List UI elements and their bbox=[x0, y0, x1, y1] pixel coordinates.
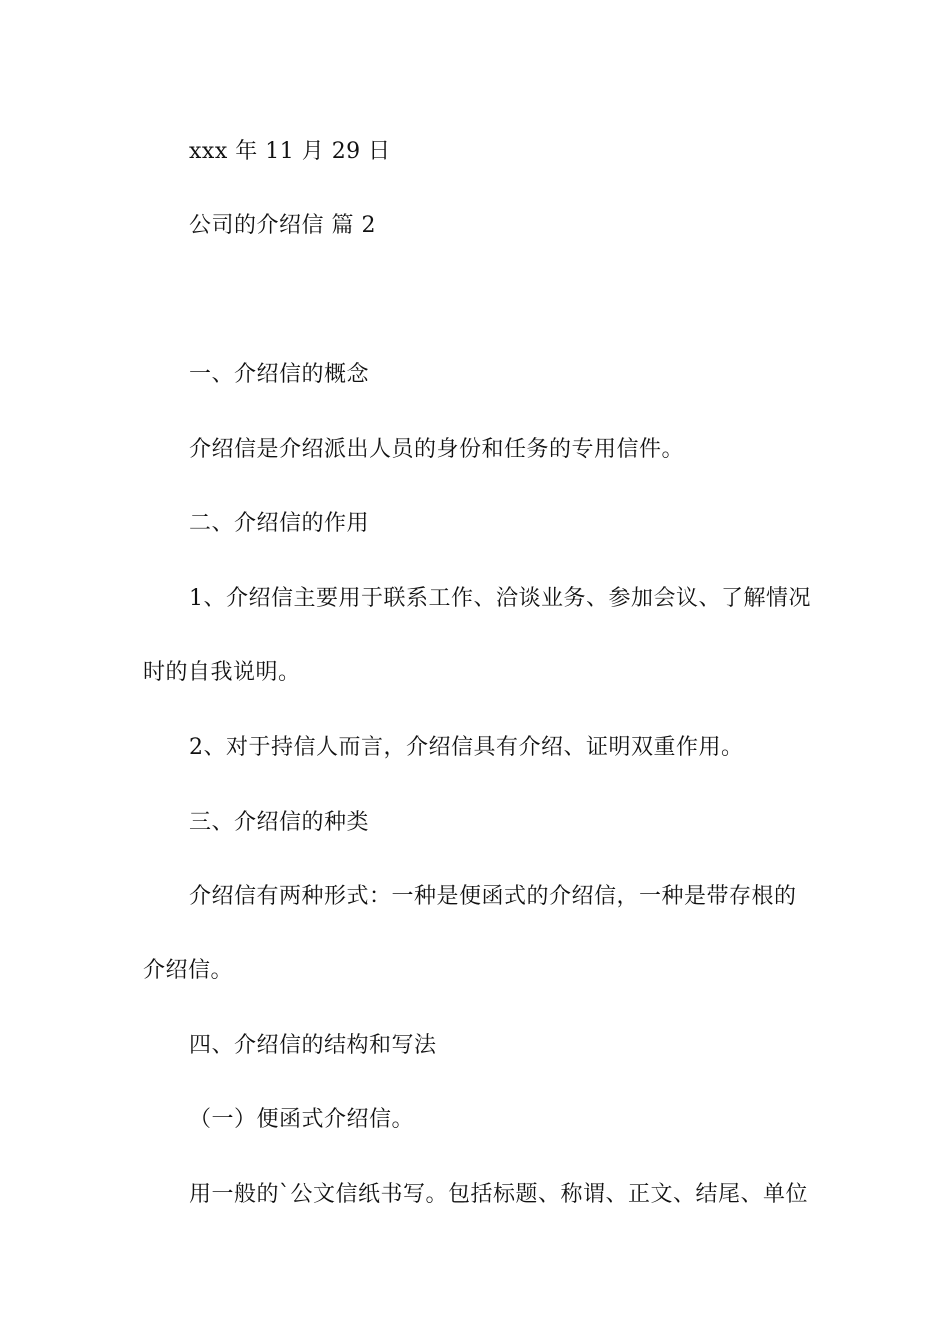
paragraph-line: 介绍信有两种形式：一种是便函式的介绍信，一种是带存根的 bbox=[189, 884, 797, 909]
heading-concept: 一、介绍信的概念 bbox=[189, 362, 370, 387]
paragraph-line: 时的自我说明。 bbox=[143, 660, 301, 685]
paragraph-line: 2、对于持信人而言，介绍信具有介绍、证明双重作用。 bbox=[189, 735, 744, 760]
subheading-memo: （一）便函式介绍信。 bbox=[189, 1107, 415, 1132]
date-line: xxx 年 11 月 29 日 bbox=[189, 139, 391, 164]
heading-function: 二、介绍信的作用 bbox=[189, 511, 370, 536]
paragraph-line: 1、介绍信主要用于联系工作、洽谈业务、参加会议、了解情况 bbox=[189, 586, 811, 611]
paragraph-line: 介绍信是介绍派出人员的身份和任务的专用信件。 bbox=[189, 437, 685, 462]
section-title: 公司的介绍信 篇 2 bbox=[189, 213, 376, 238]
heading-types: 三、介绍信的种类 bbox=[189, 810, 370, 835]
heading-structure: 四、介绍信的结构和写法 bbox=[189, 1033, 437, 1058]
paragraph-line: 用一般的`公文信纸书写。包括标题、称谓、正文、结尾、单位 bbox=[189, 1182, 809, 1207]
paragraph-line: 介绍信。 bbox=[143, 958, 234, 983]
